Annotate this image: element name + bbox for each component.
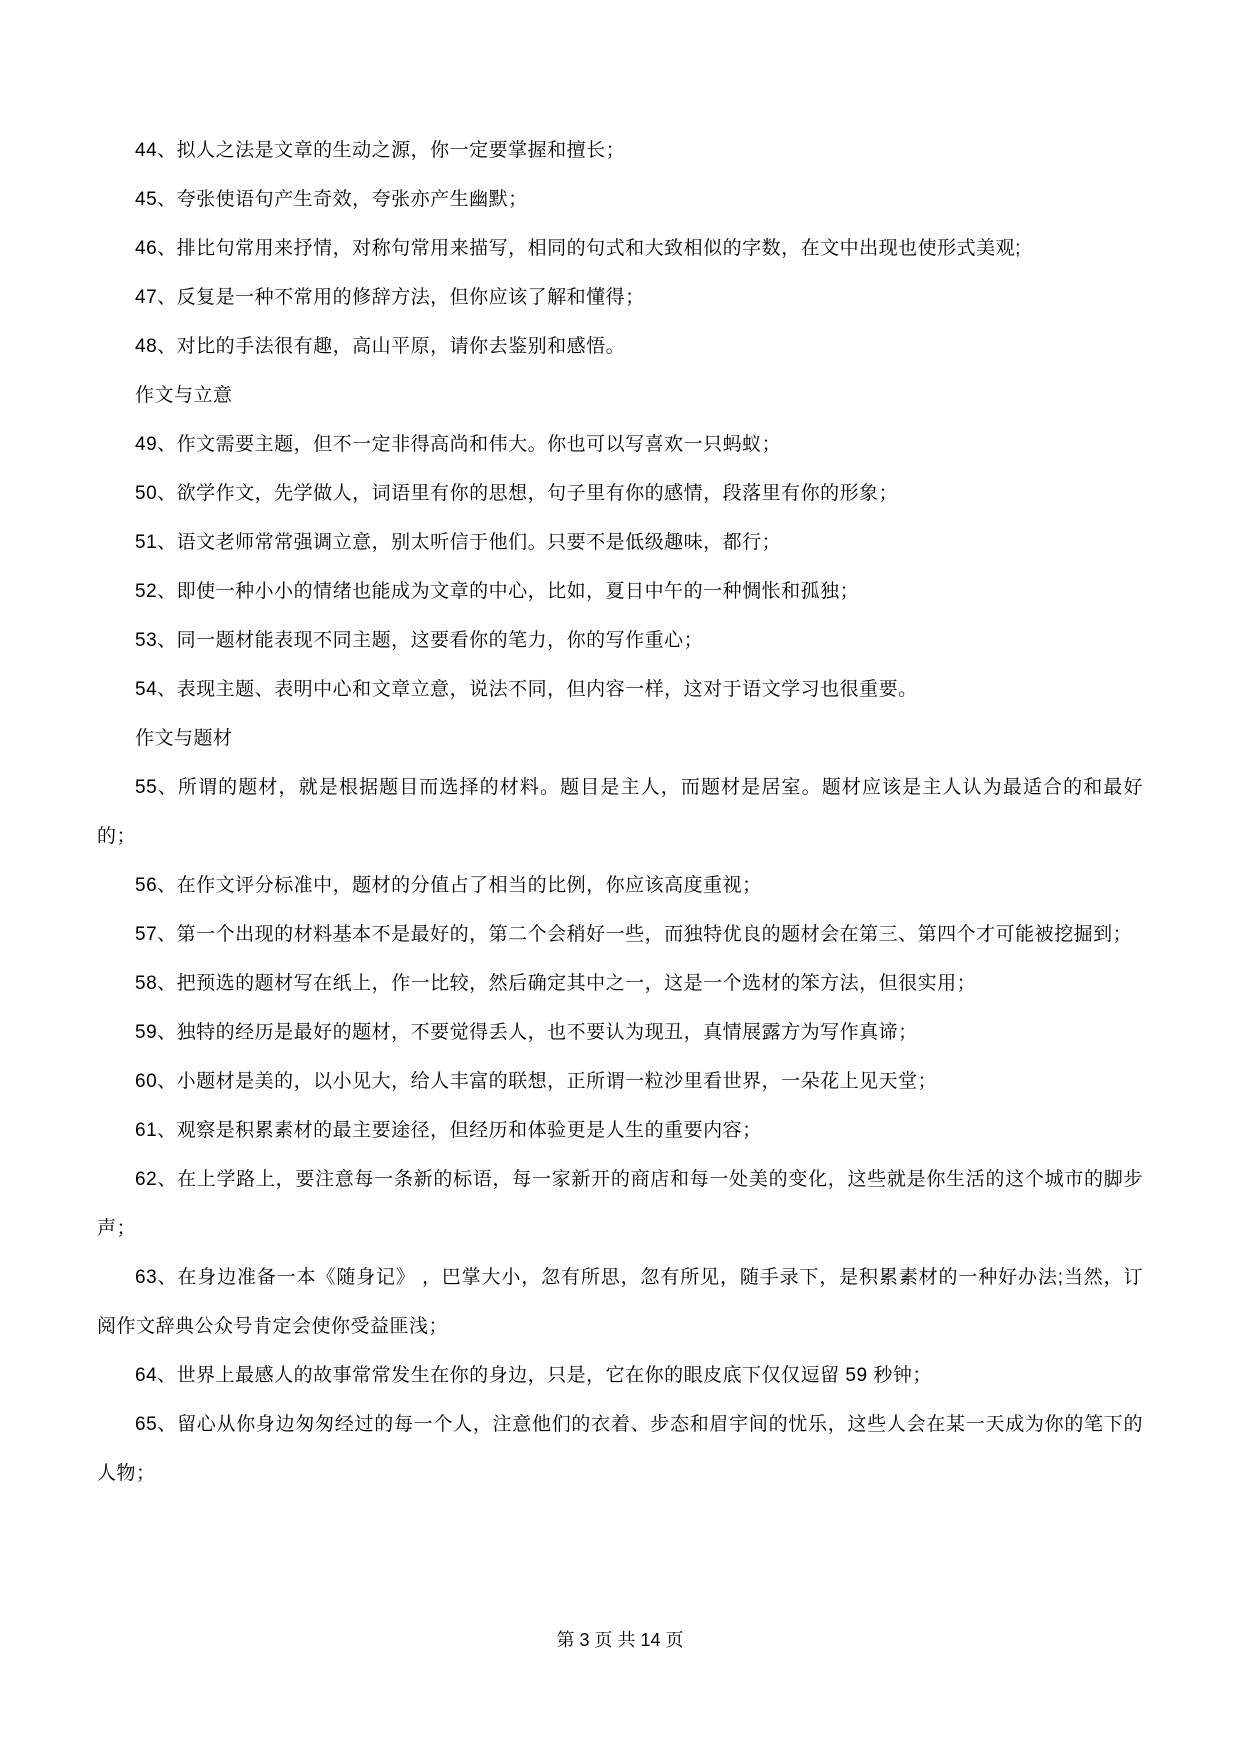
numbered-item: 59、独特的经历是最好的题材，不要觉得丢人，也不要认为现丑，真情展露方为写作真谛； <box>135 1022 918 1043</box>
numbered-item: 51、语文老师常常强调立意，别太听信于他们。只要不是低级趣味，都行； <box>135 532 782 553</box>
numbered-item: 46、排比句常用来抒情，对称句常用来描写，相同的句式和大致相似的字数，在文中出现也使形式美观; <box>135 238 1021 259</box>
numbered-item: 64、世界上最感人的故事常常发生在你的身边，只是，它在你的眼皮底下仅仅逗留 59 秒钟； <box>135 1365 932 1386</box>
numbered-item: 63、在身边准备一本《随身记》 ，巴掌大小，忽有所思，忽有所见，随手录下，是积累素材的一种好办法;当然，订阅作文辞典公众号肯定会使你受益匪浅； <box>97 1267 1143 1337</box>
numbered-item: 57、第一个出现的材料基本不是最好的，第二个会稍好一些，而独特优良的题材会在第三、第四个才可能被挖掘到； <box>135 924 1133 945</box>
numbered-item: 61、观察是积累素材的最主要途径，但经历和体验更是人生的重要内容； <box>135 1120 762 1141</box>
numbered-item: 65、留心从你身边匆匆经过的每一个人，注意他们的衣着、步态和眉宇间的忧乐，这些人会在某一天成为你的笔下的人物； <box>97 1414 1143 1484</box>
numbered-item: 44、拟人之法是文章的生动之源，你一定要掌握和擅长； <box>135 140 626 161</box>
numbered-item: 53、同一题材能表现不同主题，这要看你的笔力，你的写作重心； <box>135 630 704 651</box>
numbered-item: 48、对比的手法很有趣，高山平原，请你去鉴别和感悟。 <box>135 336 626 357</box>
section-heading: 作文与题材 <box>135 728 233 749</box>
numbered-item: 60、小题材是美的，以小见大，给人丰富的联想，正所谓一粒沙里看世界，一朵花上见天堂； <box>135 1071 938 1092</box>
numbered-item: 50、欲学作文，先学做人，词语里有你的思想，句子里有你的感情，段落里有你的形象； <box>135 483 899 504</box>
document-body <box>97 126 1143 1498</box>
numbered-item: 58、把预选的题材写在纸上，作一比较，然后确定其中之一，这是一个选材的笨方法，但很实用； <box>135 973 977 994</box>
numbered-item: 55、所谓的题材，就是根据题目而选择的材料。题目是主人，而题材是居室。题材应该是主人认为最适合的和最好的； <box>97 777 1143 847</box>
page-footer: 第 3 页 共 14 页 <box>556 1630 684 1650</box>
section-heading: 作文与立意 <box>135 385 233 406</box>
numbered-item: 45、夸张使语句产生奇效，夸张亦产生幽默； <box>135 189 528 210</box>
numbered-item: 49、作文需要主题，但不一定非得高尚和伟大。你也可以写喜欢一只蚂蚁； <box>135 434 782 455</box>
numbered-item: 56、在作文评分标准中，题材的分值占了相当的比例，你应该高度重视； <box>135 875 762 896</box>
numbered-item: 52、即使一种小小的情绪也能成为文章的中心，比如，夏日中午的一种惆怅和孤独； <box>135 581 860 602</box>
numbered-item: 62、在上学路上，要注意每一条新的标语，每一家新开的商店和每一处美的变化，这些就是你生活的这个城市的脚步声； <box>97 1169 1143 1239</box>
numbered-item: 47、反复是一种不常用的修辞方法，但你应该了解和懂得； <box>135 287 645 308</box>
numbered-item: 54、表现主题、表明中心和文章立意，说法不同，但内容一样，这对于语文学习也很重要。 <box>135 679 918 700</box>
